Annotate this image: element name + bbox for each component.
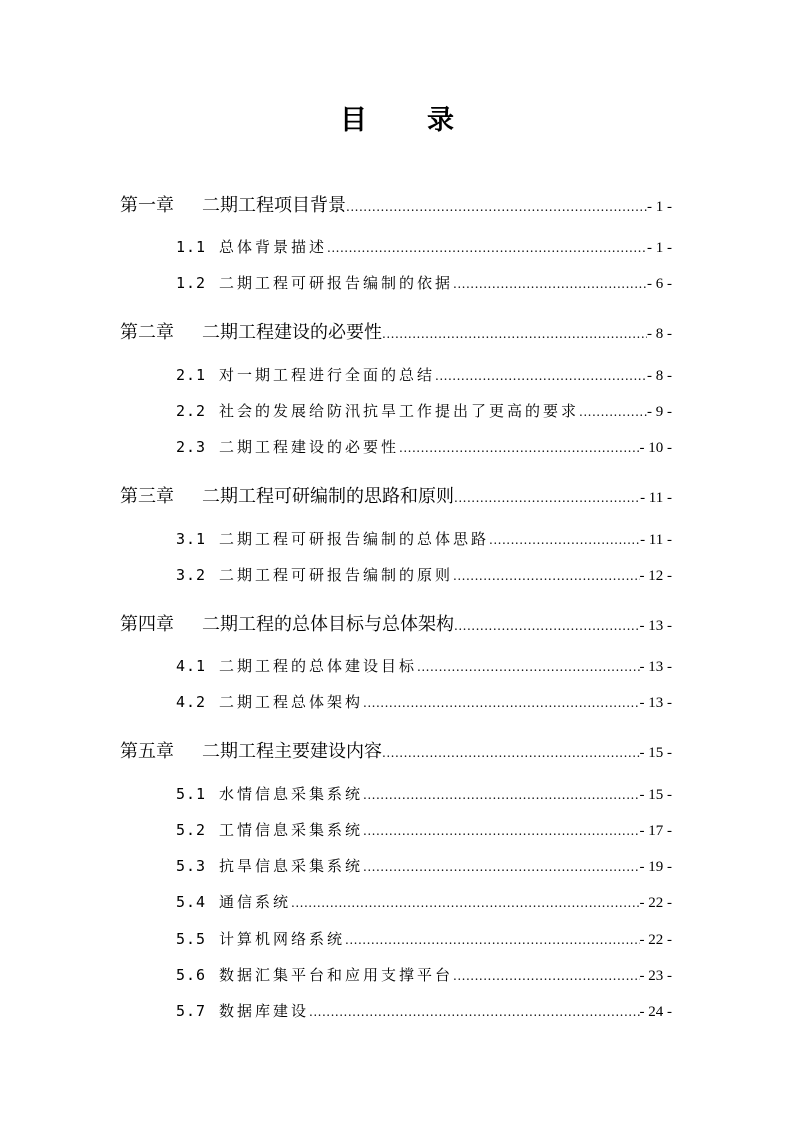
- entry-title: 二期工程可研报告编制的原则: [219, 566, 454, 584]
- entry-number: 5.7: [176, 1002, 207, 1020]
- toc-chapter-entry[interactable]: [120, 191, 672, 217]
- toc-section-entry[interactable]: [176, 691, 672, 712]
- toc-section-entry[interactable]: [176, 891, 672, 912]
- toc-chapter-entry[interactable]: [120, 318, 672, 344]
- entry-page-number: - 13 -: [639, 659, 672, 675]
- entry-number: 1.1: [176, 238, 207, 256]
- toc-section-entry[interactable]: [176, 528, 672, 549]
- toc-chapter-entry[interactable]: [120, 737, 672, 763]
- entry-title: 二期工程可研编制的思路和原则: [202, 486, 454, 507]
- entry-page-number: - 17 -: [639, 823, 672, 839]
- dot-leader: [363, 824, 639, 838]
- dot-leader: [489, 533, 640, 547]
- entry-page-number: - 13 -: [639, 618, 672, 634]
- toc-section-entry[interactable]: [176, 928, 672, 949]
- dot-leader: [291, 896, 639, 910]
- entry-number: 2.2: [176, 402, 207, 420]
- entry-title: 二期工程项目背景: [202, 195, 346, 216]
- toc-section-entry[interactable]: [176, 272, 672, 293]
- dot-leader: [346, 200, 647, 214]
- entry-title: 二期工程可研报告编制的依据: [219, 274, 454, 292]
- entry-title: 二期工程建设的必要性: [202, 322, 382, 343]
- dot-leader: [363, 788, 639, 802]
- dot-leader: [579, 405, 647, 419]
- title-char-2: 录: [427, 105, 454, 136]
- dot-leader: [417, 660, 639, 674]
- dot-leader: [382, 327, 647, 341]
- entry-number: 1.2: [176, 274, 207, 292]
- entry-title: 通信系统: [219, 893, 292, 911]
- dot-leader: [327, 241, 647, 255]
- entry-title: 二期工程总体架构: [219, 693, 364, 711]
- toc-section-entry[interactable]: [176, 364, 672, 385]
- entry-page-number: - 13 -: [639, 695, 672, 711]
- toc-section-entry[interactable]: [176, 819, 672, 840]
- entry-page-number: - 19 -: [639, 859, 672, 875]
- entry-page-number: - 1 -: [647, 240, 672, 256]
- entry-number: 第三章: [120, 486, 174, 507]
- entry-title: 数据库建设: [219, 1002, 310, 1020]
- toc-section-entry[interactable]: [176, 1000, 672, 1021]
- title-char-1: 目: [340, 105, 367, 136]
- entry-title: 对一期工程进行全面的总结: [219, 366, 436, 384]
- entry-page-number: - 10 -: [639, 440, 672, 456]
- entry-number: 5.4: [176, 893, 207, 911]
- entry-page-number: - 11 -: [640, 532, 672, 548]
- entry-title: 数据汇集平台和应用支撑平台: [219, 966, 454, 984]
- dot-leader: [453, 569, 639, 583]
- toc-section-entry[interactable]: [176, 655, 672, 676]
- entry-page-number: - 23 -: [639, 968, 672, 984]
- entry-number: 第一章: [120, 195, 174, 216]
- entry-title: 总体背景描述: [219, 238, 328, 256]
- entry-page-number: - 8 -: [647, 326, 672, 342]
- entry-number: 3.2: [176, 566, 207, 584]
- dot-leader: [399, 441, 639, 455]
- entry-page-number: - 11 -: [640, 490, 672, 506]
- entry-page-number: - 15 -: [639, 787, 672, 803]
- entry-number: 5.1: [176, 785, 207, 803]
- dot-leader: [454, 491, 640, 505]
- dot-leader: [309, 1005, 639, 1019]
- entry-page-number: - 22 -: [639, 932, 672, 948]
- entry-title: 工情信息采集系统: [219, 821, 364, 839]
- toc-section-entry[interactable]: [176, 783, 672, 804]
- toc-section-entry[interactable]: [176, 564, 672, 585]
- entry-number: 第四章: [120, 614, 174, 635]
- dot-leader: [363, 860, 639, 874]
- dot-leader: [454, 619, 640, 633]
- toc-section-entry[interactable]: [176, 964, 672, 985]
- toc-chapter-entry[interactable]: [120, 610, 672, 636]
- entry-number: 3.1: [176, 530, 207, 548]
- toc-section-entry[interactable]: [176, 436, 672, 457]
- entry-number: 4.2: [176, 693, 207, 711]
- entry-number: 2.1: [176, 366, 207, 384]
- entry-title: 抗旱信息采集系统: [219, 857, 364, 875]
- entry-page-number: - 22 -: [639, 895, 672, 911]
- entry-title: 二期工程可研报告编制的总体思路: [219, 530, 490, 548]
- entry-number: 5.2: [176, 821, 207, 839]
- entry-number: 4.1: [176, 657, 207, 675]
- dot-leader: [382, 746, 640, 760]
- entry-page-number: - 8 -: [647, 368, 672, 384]
- toc-section-entry[interactable]: [176, 855, 672, 876]
- entry-number: 第五章: [120, 741, 174, 762]
- entry-title: 二期工程的总体目标与总体架构: [202, 614, 454, 635]
- dot-leader: [453, 277, 647, 291]
- entry-page-number: - 15 -: [639, 745, 672, 761]
- entry-page-number: - 1 -: [647, 199, 672, 215]
- entry-title: 计算机网络系统: [219, 930, 346, 948]
- entry-title: 社会的发展给防汛抗旱工作提出了更高的要求: [219, 402, 580, 420]
- entry-page-number: - 6 -: [647, 276, 672, 292]
- entry-title: 二期工程建设的必要性: [219, 438, 400, 456]
- dot-leader: [435, 369, 647, 383]
- entry-number: 5.6: [176, 966, 207, 984]
- dot-leader: [345, 933, 639, 947]
- entry-page-number: - 9 -: [647, 404, 672, 420]
- dot-leader: [453, 969, 639, 983]
- entry-number: 第二章: [120, 322, 174, 343]
- toc-chapter-entry[interactable]: [120, 482, 672, 508]
- page-title: [0, 98, 794, 137]
- entry-title: 二期工程的总体建设目标: [219, 657, 418, 675]
- entry-page-number: - 12 -: [639, 568, 672, 584]
- entry-number: 2.3: [176, 438, 207, 456]
- dot-leader: [363, 696, 639, 710]
- entry-title: 水情信息采集系统: [219, 785, 364, 803]
- entry-number: 5.5: [176, 930, 207, 948]
- toc-section-entry[interactable]: [176, 400, 672, 421]
- entry-number: 5.3: [176, 857, 207, 875]
- entry-title: 二期工程主要建设内容: [202, 741, 382, 762]
- entry-page-number: - 24 -: [639, 1004, 672, 1020]
- toc-section-entry[interactable]: [176, 236, 672, 257]
